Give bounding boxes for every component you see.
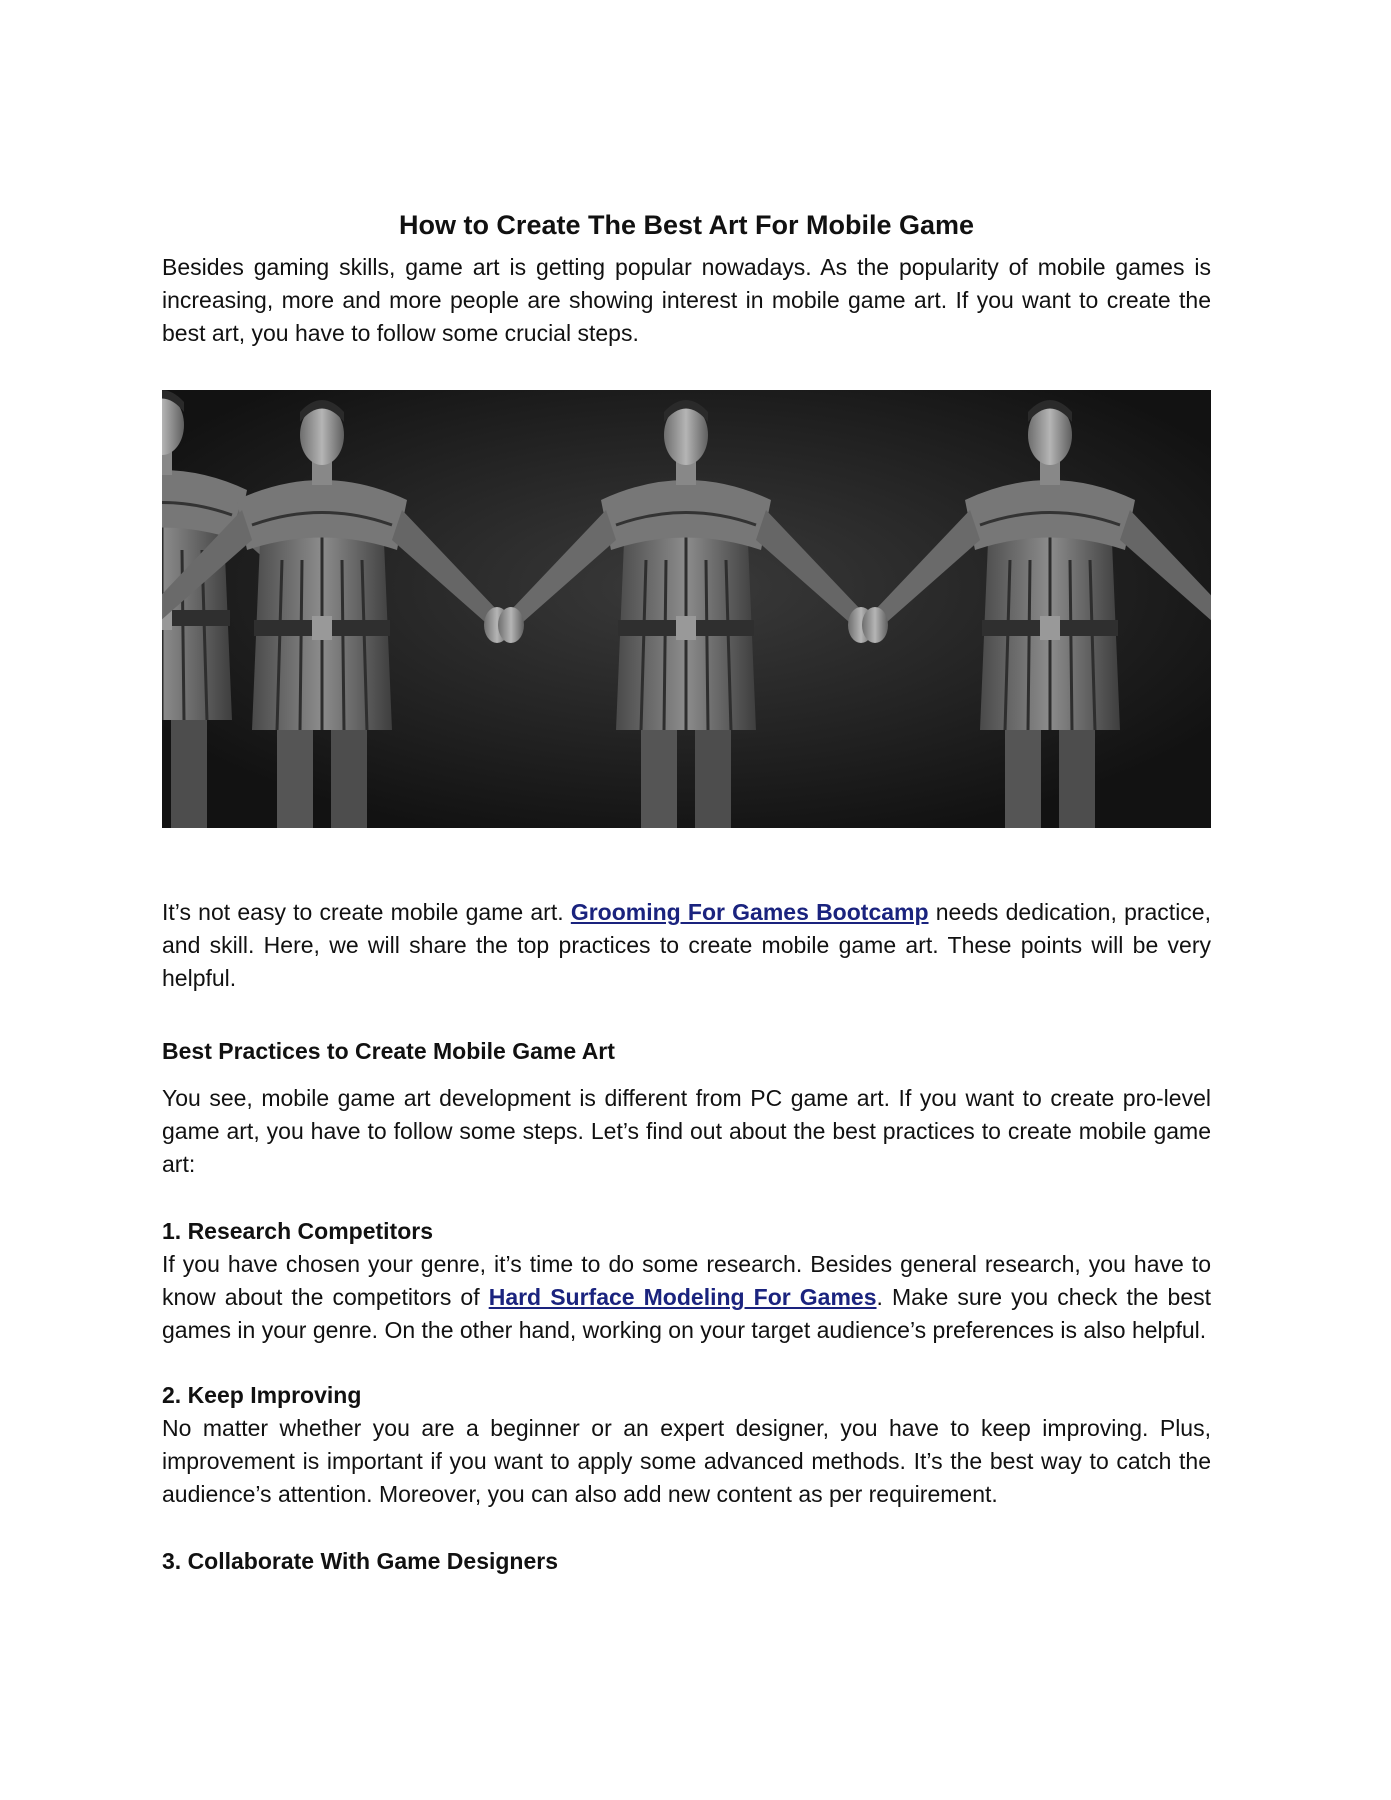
document-page bbox=[162, 205, 1211, 1578]
best-practices-heading: Best Practices to Create Mobile Game Art bbox=[162, 1038, 615, 1064]
section-1-after: . Make sure you check the best games in your genre. On the other hand, working on your target audience’s preferences is also helpful. bbox=[162, 1284, 1212, 1343]
best-practices-paragraph: You see, mobile game art development is different from PC game art. If you want to create pro-level game art, you have to follow some steps. Let’s find out about the best practices to create mobile game art: bbox=[162, 1085, 1211, 1177]
section-1-heading: 1. Research Competitors bbox=[162, 1218, 433, 1244]
paragraph-bootcamp-after: needs dedication, practice, and skill. Here, we will share the top practices to create mobile game art. These points will be very helpful. bbox=[162, 899, 1211, 991]
intro-paragraph: Besides gaming skills, game art is getting popular nowadays. As the popularity of mobile games is increasing, more and more people are showing interest in mobile game art. If you want to create the best art, you have to follow some crucial steps. bbox=[162, 254, 1211, 346]
section-1-before: If you have chosen your genre, it’s time to do some research. Besides general research, you have to know about the competitors of bbox=[162, 1251, 1211, 1310]
section-3-heading: 3. Collaborate With Game Designers bbox=[162, 1548, 559, 1574]
grooming-bootcamp-link[interactable]: Grooming For Games Bootcamp bbox=[570, 899, 929, 925]
hard-surface-modeling-link[interactable]: Hard Surface Modeling For Games bbox=[488, 1284, 877, 1310]
section-2-paragraph: No matter whether you are a beginner or an expert designer, you have to keep improving. Plus, improvement is important if you want to apply some advanced methods. It’s the best way to catch the audience’s attention. Moreover, you can also add new content as per requirement. bbox=[162, 1415, 1211, 1507]
paragraph-bootcamp-before: It’s not easy to create mobile game art. bbox=[162, 899, 571, 925]
character-model-image bbox=[162, 390, 1211, 828]
section-2-heading: 2. Keep Improving bbox=[162, 1382, 362, 1408]
section-1-paragraph bbox=[162, 1248, 1211, 1347]
paragraph-bootcamp bbox=[162, 896, 1211, 995]
page-title: How to Create The Best Art For Mobile Game bbox=[398, 210, 975, 240]
